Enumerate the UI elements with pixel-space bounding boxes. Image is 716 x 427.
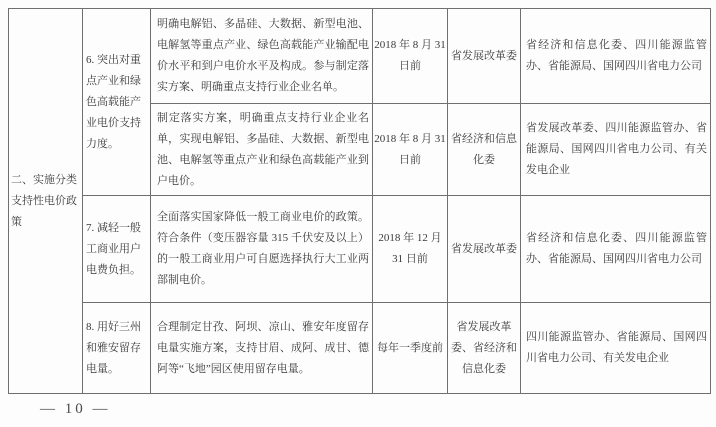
deadline-cell: 2018 年 12 月 31 日前 [373, 196, 448, 303]
coop-dept-cell: 省经济和信息化委、四川能源监管办、省能源局、国网四川省电力公司 [521, 9, 711, 104]
coop-dept-cell: 省发展改革委、四川能源监管办、省能源局、国网四川省电力公司、有关发电企业 [521, 104, 711, 196]
item-6-label-cell: 6. 突出对重点产业和绿色高载能产业电价支持力度。 [83, 9, 151, 196]
policy-task-table [8, 8, 711, 394]
measure-cell: 合理制定甘孜、阿坝、凉山、雅安年度留存电量实施方案，支持甘眉、成阿、成甘、德阿等“飞地”园区使用留存电量。 [151, 303, 373, 394]
lead-dept-cell: 省发展改革委 [448, 196, 521, 303]
coop-dept-cell: 省经济和信息化委、四川能源监管办、省能源局、国网四川省电力公司 [521, 196, 711, 303]
item-7-label-cell: 7. 减轻一般工商业用户电费负担。 [83, 196, 151, 303]
item-8-label-cell: 8. 用好三州和雅安留存电量。 [83, 303, 151, 394]
deadline-cell: 2018 年 8 月 31 日前 [373, 104, 448, 196]
measure-cell: 制定落实方案，明确重点支持行业企业名单，实现电解铝、多晶硅、大数据、新型电池、电解氢等重点产业和绿色高载能产业到户电价。 [151, 104, 373, 196]
lead-dept-cell: 省发展改革委 [448, 9, 521, 104]
deadline-cell: 2018 年 8 月 31 日前 [373, 9, 448, 104]
category-cell: 二、实施分类支持性电价政策 [9, 9, 83, 394]
table-row [9, 196, 711, 303]
table-row [9, 303, 711, 394]
measure-cell: 全面落实国家降低一般工商业电价的政策。符合条件（变压器容量 315 千伏安及以上）的一般工商业用户可自愿选择执行大工业两部制电价。 [151, 196, 373, 303]
lead-dept-cell: 省发展改革委、省经济和信息化委 [448, 303, 521, 394]
page-number: — 10 — [40, 401, 111, 417]
table-row [9, 9, 711, 104]
measure-cell: 明确电解铝、多晶硅、大数据、新型电池、电解氢等重点产业、绿色高载能产业输配电价水平和到户电价水平及构成。参与制定落实方案、明确重点支持行业企业名单。 [151, 9, 373, 104]
deadline-cell: 每年一季度前 [373, 303, 448, 394]
lead-dept-cell: 省经济和信息化委 [448, 104, 521, 196]
coop-dept-cell: 四川能源监管办、省能源局、国网四川省电力公司、有关发电企业 [521, 303, 711, 394]
